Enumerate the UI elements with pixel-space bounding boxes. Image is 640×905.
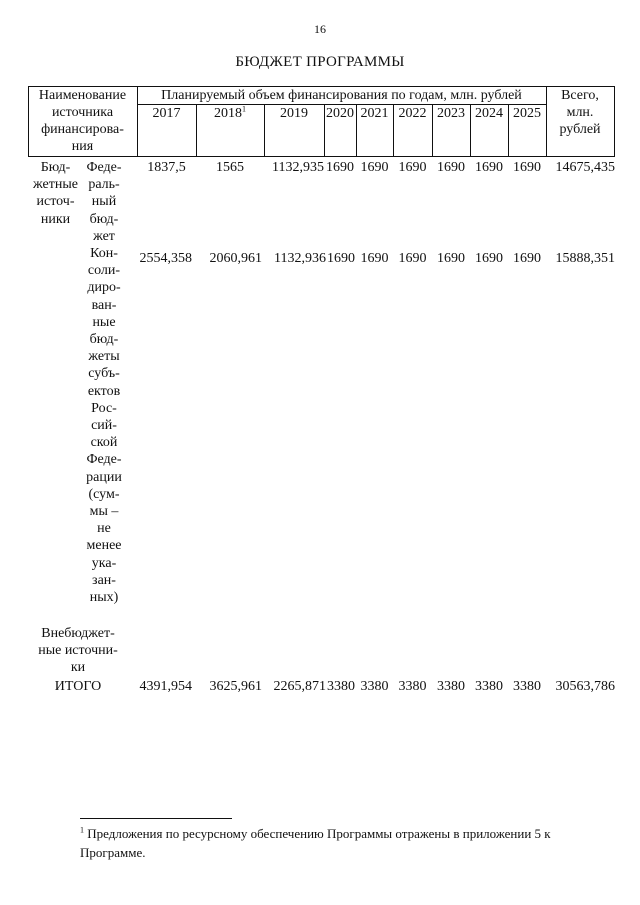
value-2024: 3380 [475, 679, 503, 694]
value-2017: 1837,5 [147, 160, 186, 175]
footnote-mark: 1 [80, 825, 84, 835]
value-2024: 1690 [475, 160, 503, 175]
value-2024: 1690 [475, 251, 503, 266]
value-2025: 1690 [513, 251, 541, 266]
value-2018: 2060,961 [209, 251, 262, 266]
value-total: 15888,351 [555, 251, 615, 266]
page-title: БЮДЖЕТ ПРОГРАММЫ [235, 54, 405, 70]
header-year-2024: 2024 [475, 106, 503, 121]
header-year-2017: 2017 [152, 106, 181, 121]
federal-budget-label: Феде- раль- ный бюд- жет [86, 160, 122, 244]
value-2022: 3380 [398, 679, 427, 694]
footnote [80, 824, 580, 862]
value-2021: 1690 [360, 160, 389, 175]
value-2018: 1565 [216, 160, 244, 175]
value-2020: 1690 [326, 160, 354, 175]
budget-group-label: Бюд- жетные источ- ники [33, 160, 78, 227]
value-2022: 1690 [398, 251, 427, 266]
header-total: Всего, млн. рублей [559, 88, 601, 137]
value-2019: 1132,936 [274, 251, 326, 266]
total-row-label: ИТОГО [54, 679, 102, 694]
header-year-2025: 2025 [513, 106, 541, 121]
header-year-2023: 2023 [437, 106, 465, 121]
header-bottom-border [28, 156, 615, 157]
value-2021: 3380 [360, 679, 389, 694]
header-planned-label: Планируемый объем финансирования по годам, млн. рублей [161, 88, 522, 103]
page-number: 16 [314, 22, 326, 36]
value-2019: 2265,871 [273, 679, 326, 694]
regional-budgets-label: Кон- соли- диро- ван- ные бюд- жеты субъ- ектов Рос- сий- ской Феде- рации (сум- мы – не менее ука- зан- ных) [86, 246, 122, 606]
value-2021: 1690 [360, 251, 389, 266]
footnote-text: Предложения по ресурсному обеспечению Программы отражены в приложении 5 к Программе. [80, 826, 551, 860]
value-total: 14675,435 [555, 160, 615, 175]
footnote-separator [80, 818, 232, 819]
value-total: 30563,786 [555, 679, 615, 694]
header-year-2018: 2018$^1$ [214, 104, 246, 121]
value-2023: 3380 [437, 679, 465, 694]
header-year-2020: 2020 [326, 106, 354, 121]
value-2023: 1690 [437, 251, 465, 266]
value-2025: 3380 [513, 679, 541, 694]
header-year-2022: 2022 [398, 106, 427, 121]
header-year-2021: 2021 [360, 106, 389, 121]
extrabudget-sources-label: Внебюджет- ные источни- ки [38, 626, 118, 676]
header-year-2019: 2019 [280, 106, 308, 121]
value-2018: 3625,961 [209, 679, 262, 694]
value-2017: 4391,954 [139, 679, 192, 694]
value-2020: 1690 [327, 251, 355, 266]
header-right-border [614, 86, 615, 156]
value-2025: 1690 [513, 160, 541, 175]
value-2017: 2554,358 [139, 251, 192, 266]
header-source-name: Наименование источника финансирова- ния [38, 88, 127, 154]
value-2020: 3380 [327, 679, 355, 694]
footnote-marker: 1 [242, 104, 246, 114]
value-2019: 1132,935 [272, 160, 324, 175]
value-2022: 1690 [398, 160, 427, 175]
value-2023: 1690 [437, 160, 465, 175]
